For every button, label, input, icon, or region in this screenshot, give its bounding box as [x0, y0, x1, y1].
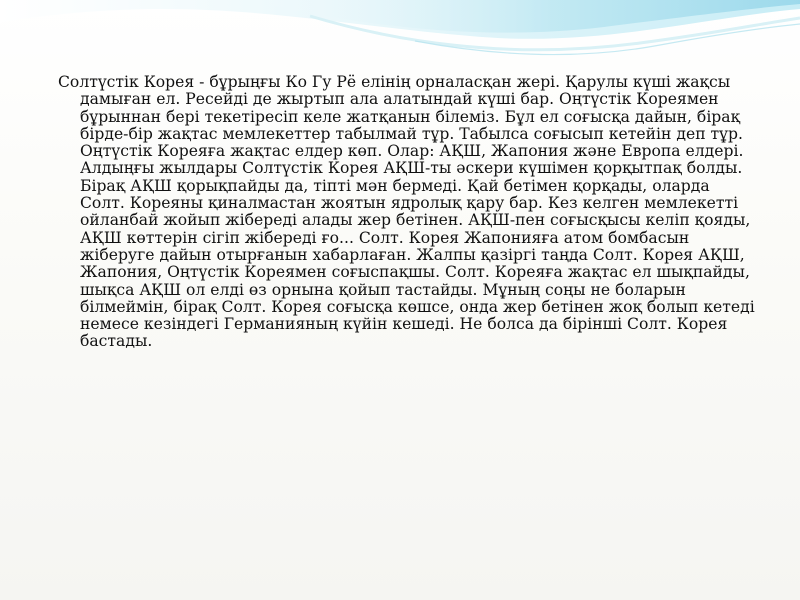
decorative-wave-header — [0, 0, 800, 80]
main-text-box — [58, 74, 758, 351]
body-paragraph: Солтүстік Корея - бұрыңғы Ко Гу Рё елінің орналасқан жері. Қарулы күші жақсы дамыған ел. Ресейді де жыртып ала алатындай күші бар. Оңтүстік Кореямен бұрыннан бері текетіресіп келе жатқанын білеміз. Бұл ел соғысқа дайын, бірақ бірде-бір жақтас мемлекеттер табылмай тұр. Табылса соғысып кетейін деп тұр. Оңтүстік Кореяға жақтас елдер көп. Олар: АҚШ, Жапония және Европа елдері. Алдыңғы жылдары Солтүстік Корея АҚШ-ты әскери күшімен қорқытпақ болды. Бірақ АҚШ қорықпайды да, тіпті мән бермеді. Қай бетімен қорқады, оларда Солт. Кореяны қиналмастан жоятын ядролық қару бар. Кез келген мемлекетті ойланбай жойып жібереді алады жер бетінен. АҚШ-пен соғысқысы келіп қояды, АҚШ көттерін сігіп жібереді ғо... Солт. Корея Жапонияға атом бомбасын жіберуге дайын отырғанын хабарлаған. Жалпы қазіргі таңда Солт. Корея АҚШ, Жапония, Оңтүстік Кореямен соғыспақшы. Солт. Кореяға жақтас ел шықпайды, шықса АҚШ ол елді өз орнына қойып тастайды. Мұның соңы не боларын білмеймін, бірақ Солт. Корея соғысқа көшсе, онда жер бетінен жоқ болып кетеді немесе кезіндегі Германияның күйін кешеді. Не болса да бірінші Солт. Корея бастады. — [58, 73, 755, 351]
